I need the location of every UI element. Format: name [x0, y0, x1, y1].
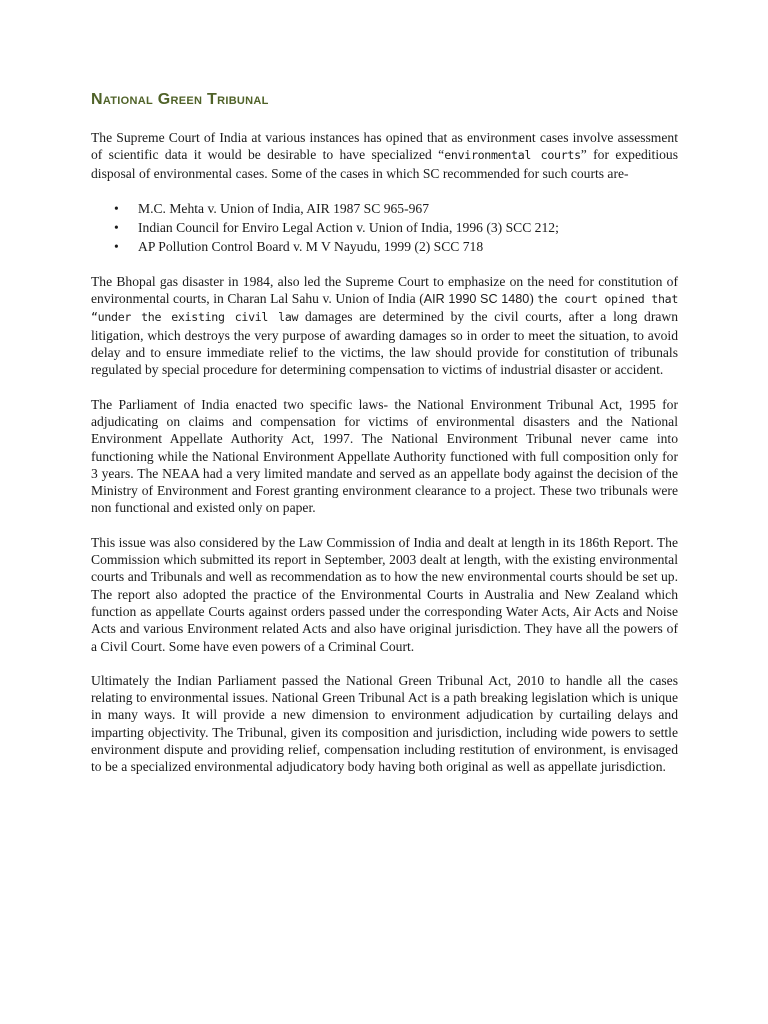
paragraph-bhopal-quote: the court opined that “under the existing civil law [91, 292, 679, 325]
paragraph-ngt-act: Ultimately the Indian Parliament passed the National Green Tribunal Act, 2010 to handle all the cases relating to environmental issues. National Green Tribunal Act is a path breaking legislation which is unique in many ways. It will provide a new dimension to environment adjudication by curtailing delays and imparting objectivity. The Tribunal, given its composition and jurisdiction, including wide powers to settle environment dispute and providing relief, compensation including restitution of environment, is envisaged to be a specialized environmental adjudicatory body having both original as well as appellate jurisdiction. [91, 672, 678, 775]
list-item: • Indian Council for Enviro Legal Action v. Union of India, 1996 (3) SCC 212; [138, 218, 678, 237]
case-list [91, 199, 678, 256]
paragraph-intro-quoted-term: environmental courts [444, 148, 581, 163]
paragraph-bhopal [91, 273, 678, 379]
paragraph-bhopal-text-end: damages are determined by the civil courts, after a long drawn litigation, which destroys the very purpose of awarding damages so in order to meet the situation, to avoid delay and to ensure immediate relief to the victims, the law should provide for constitution of tribunals regulated by special procedure for determining compensation to victims of industrial disaster or accident. [91, 309, 678, 378]
list-item: • M.C. Mehta v. Union of India, AIR 1987 SC 965-967 [138, 199, 678, 218]
paragraph-intro-text: The Supreme Court of India at various instances has opined that as environment cases involve assessment of scientific data it would be desirable to have specialized “ [91, 130, 678, 163]
list-item: • AP Pollution Control Board v. M V Nayudu, 1999 (2) SCC 718 [138, 237, 678, 256]
paragraph-intro [91, 129, 678, 182]
paragraph-law-commission: This issue was also considered by the Law Commission of India and dealt at length in its 186th Report. The Commission which submitted its report in September, 2003 dealt at length, with the existing environmental courts and Tribunals and well as recommendation as to how the new environmental courts should be set up. The report also adopted the practice of the Environmental Courts in Australia and New Zealand which function as appellate Courts against orders passed under the corresponding Water Acts, Air Acts and Noise Acts and various Environment related Acts and also have original jurisdiction. They have all the powers of a Civil Court. Some have even powers of a Criminal Court. [91, 534, 678, 654]
paragraph-parliament-acts: The Parliament of India enacted two specific laws- the National Environment Tribunal Act, 1995 for adjudicating on claims and compensation for victims of environmental disasters and the National Environment Appellate Authority Act, 1997. The National Environment Tribunal never came into functioning while the National Environment Appellate Authority functioned with full composition only for 3 years. The NEAA had a very limited mandate and served as an appellate body against the decision of the Ministry of Environment and Forest granting environment clearance to a project. These two tribunals were non functional and existed only on paper. [91, 396, 678, 516]
paragraph-intro-text-end: ” for expeditious disposal of environmental cases. Some of the cases in which SC recommended for such courts are- [91, 147, 678, 181]
citation-air-1990: AIR 1990 SC 1480 [423, 292, 530, 307]
paragraph-bhopal-text: The Bhopal gas disaster in 1984, also led the Supreme Court to emphasize on the need for constitution of environmental courts, in Charan Lal Sahu v. Union of India ( [91, 273, 678, 307]
page-title: National Green Tribunal [91, 91, 269, 108]
paragraph-bhopal-paren: ) [529, 291, 534, 307]
document-body [91, 90, 678, 793]
